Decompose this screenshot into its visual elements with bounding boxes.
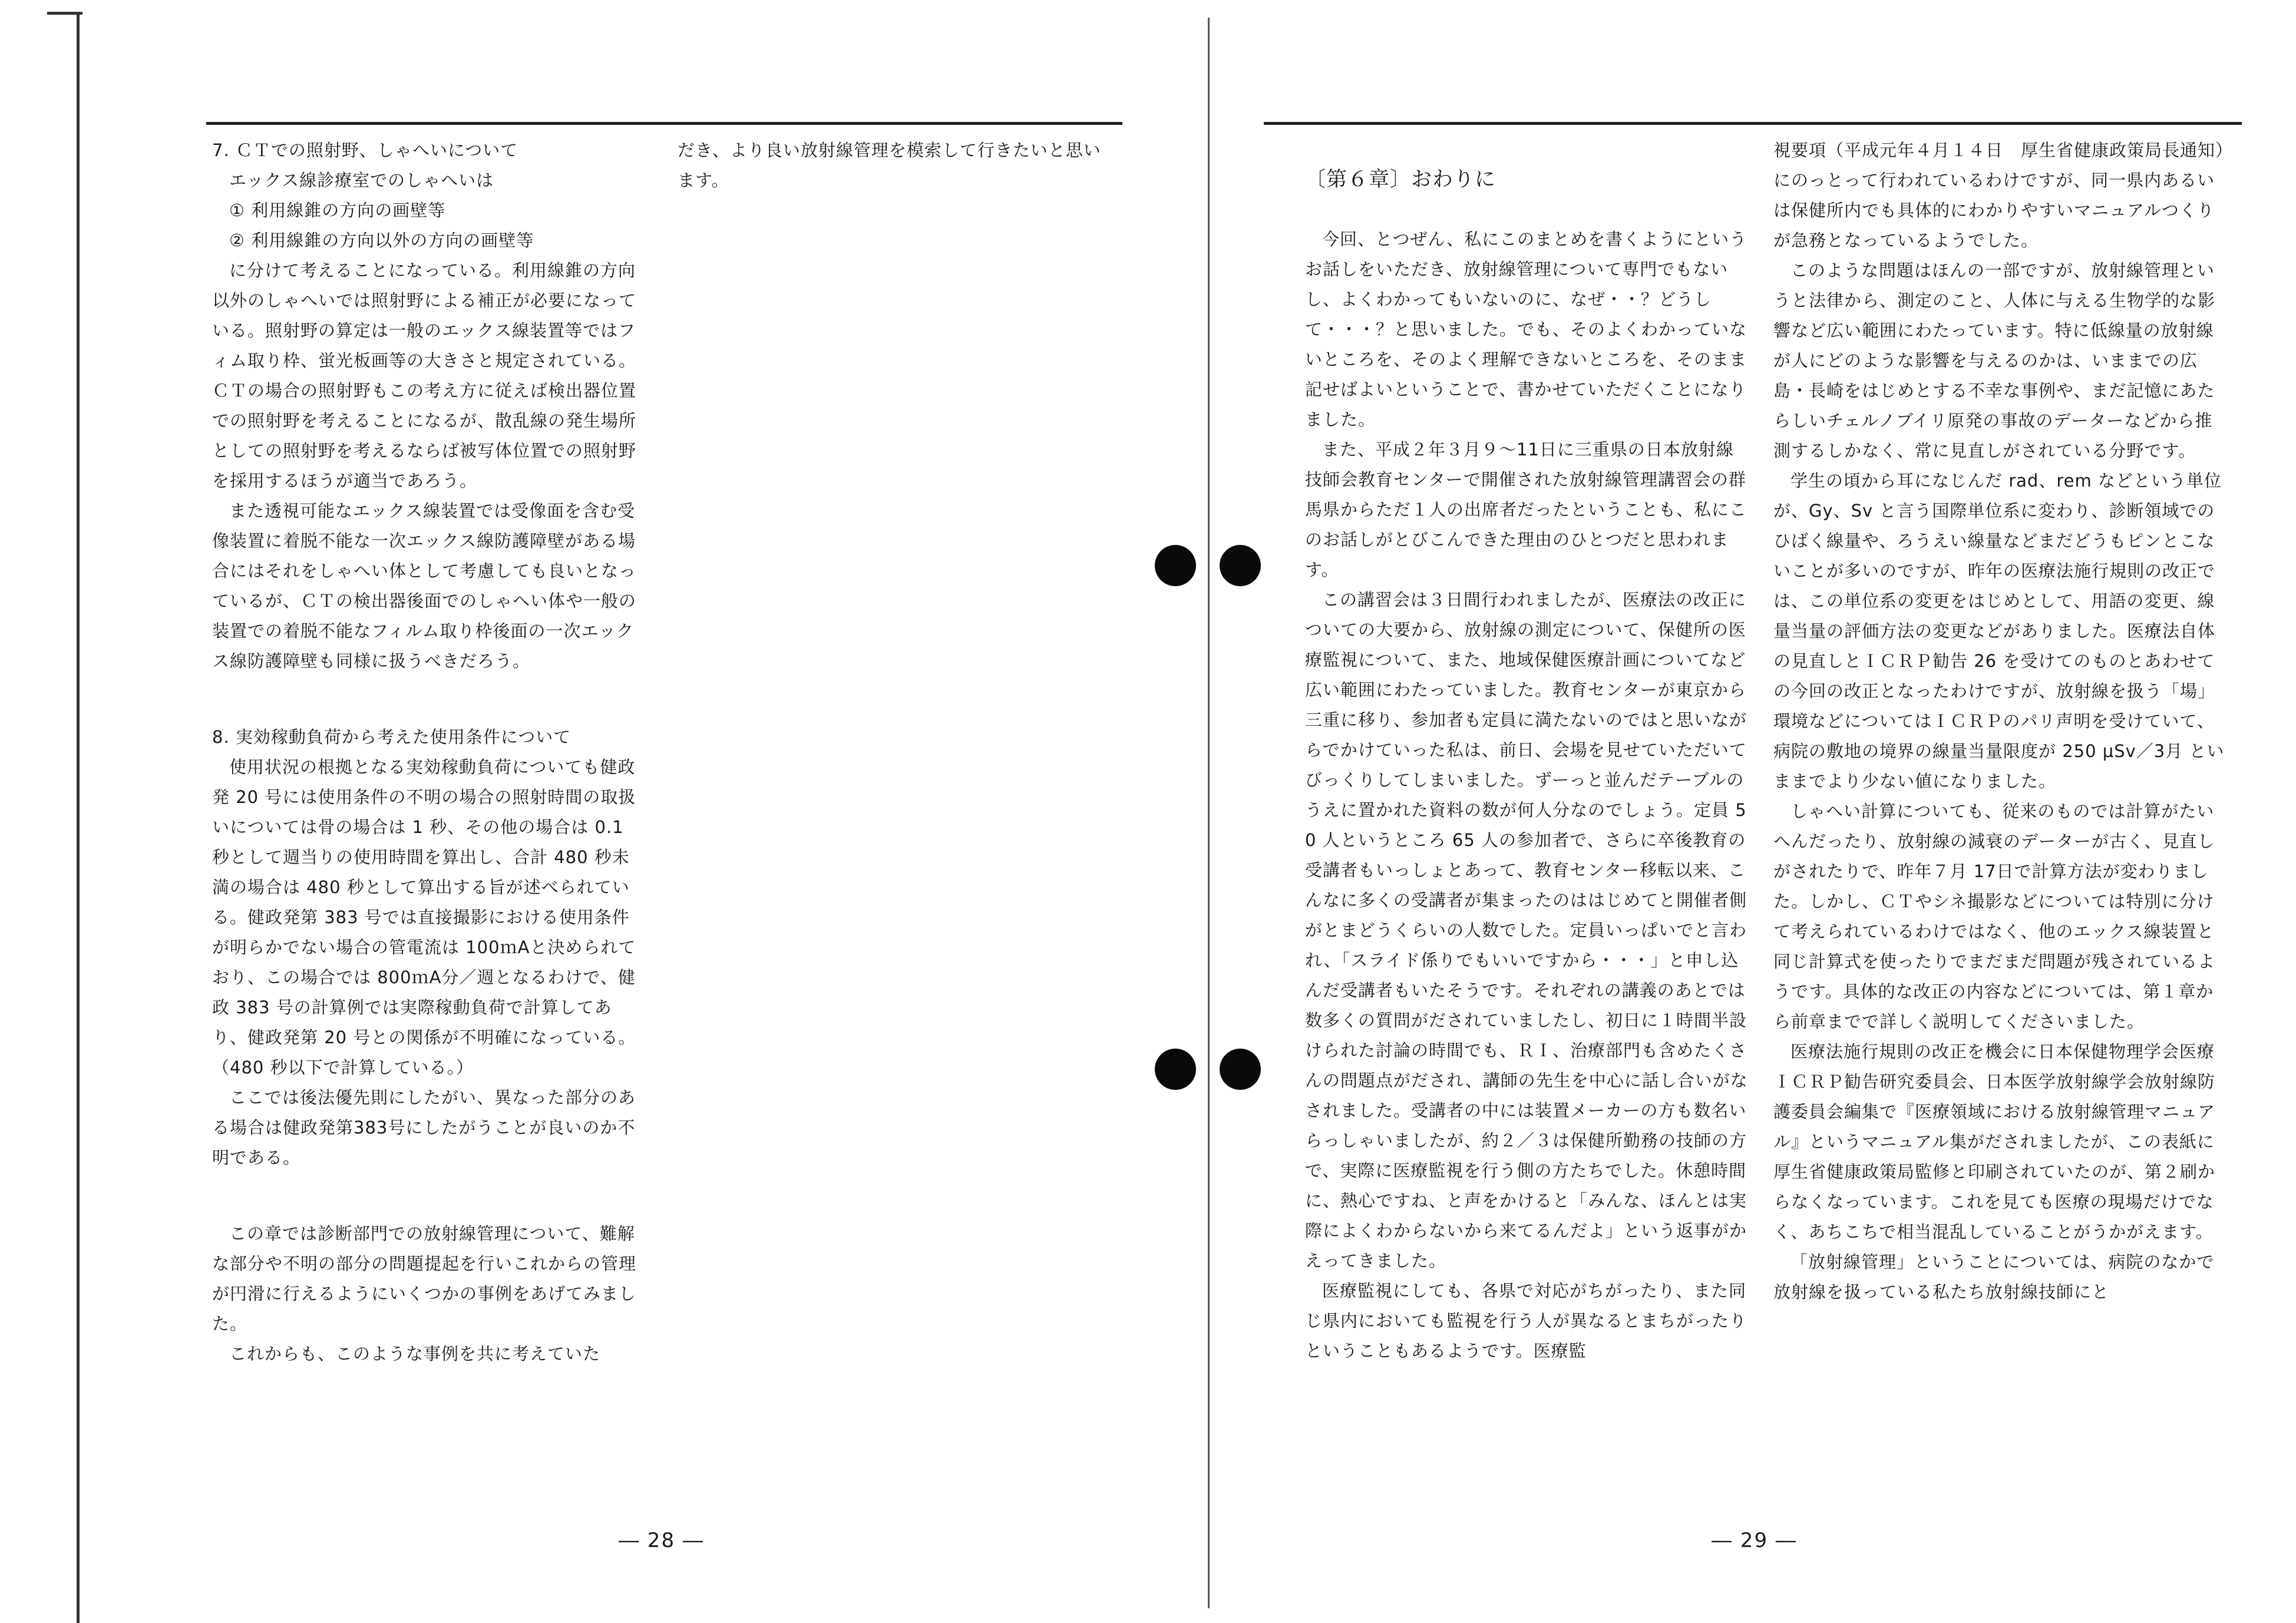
paragraph: 今回、とつぜん、私にこのまとめを書くようにというお話しをいただき、放射線管理について専門でもないし、よくわかってもいないのに、なぜ・・？どうして・・・？と思いました。でも、そのよくわかっていないところを、そのよく理解できないところを、そのまま記せばよいということで、書かせていただくことになりました。 <box>1305 229 1747 429</box>
right-page-column-2 <box>1773 135 2230 1307</box>
left-page-column-2 <box>678 135 1114 196</box>
section-7-intro: エックス線診療室でのしゃへいは <box>229 170 494 190</box>
paragraph: また透視可能なエックス線装置では受像面を含む受像装置に着脱不能な一次エックス線防護障壁がある場合にはそれをしゃへい体として考慮しても良いとなっているが、ＣＴの検出器後面でのしゃへい体や一般の装置での着脱不能なフィルム取り枠後面の一次エックス線防護障壁も同様に扱うべきだろう。 <box>212 501 637 671</box>
paragraph: しゃへい計算についても、従来のものでは計算がたいへんだったり、放射線の減衰のデーターが古く、見直しがされたりで、昨年７月 17日で計算方法が変わりました。しかし、ＣＴやシネ撮影などについては特別に分けて考えられているわけではなく、他のエックス線装置と同じ計算式を使ったりでまだまだ問題が残されているようです。具体的な改正の内容などについては、第１章から前章までで詳しく説明してくださいました。 <box>1773 801 2216 1032</box>
paragraph: に分けて考えることになっている。利用線錐の方向以外のしゃへいでは照射野による補正が必要になっている。照射野の算定は一般のエックス線装置等ではフィム取り枠、蛍光板画等の大きさと規定されている。ＣＴの場合の照射野もこの考え方に従えば検出器位置での照射野を考えることになるが、散乱線の発生場所としての照射野を考えるならば被写体位置での照射野を採用するほうが適当であろう。 <box>212 260 637 491</box>
paragraph: 視要項（平成元年４月１４日 厚生省健康政策局長通知）にのっとって行われているわけですが、同一県内あるいは保健所内でも具体的にわかりやすいマニュアルつくりが急務となっているようでした。 <box>1773 140 2225 250</box>
page-number: ― 29 ― <box>1712 1529 1797 1552</box>
chapter-heading: 〔第６章〕おわりに <box>1305 168 1496 191</box>
section-7-item-1: ① 利用線錐の方向の画壁等 <box>229 200 446 220</box>
paragraph: また、平成２年３月９～11日に三重県の日本放射線技師会教育センターで開催された放射線管理講習会の群馬県からただ１人の出席者だったということも、私にこのお話しがとびこんできた理由のひとつだと思われます。 <box>1305 439 1747 580</box>
paragraph: この章では診断部門での放射線管理について、難解な部分や不明の部分の問題提起を行いこれからの管理が円滑に行えるようにいくつかの事例をあげてみました。 <box>212 1224 637 1334</box>
section-7-title: 7. ＣＴでの照射野、しゃへいについて <box>212 140 518 160</box>
paragraph: 学生の頃から耳になじんだ rad、rem などという単位が、Gy、Sv と言う国際単位系に変わり、診断領域でのひばく線量や、ろうえい線量などまだどうもピンとこないことが多いのですが、昨年の医療法施行規則の改正では、この単位系の変更をはじめとして、用語の変更、線量当量の評価方法の変更などがありました。医療法自体の見直しとＩＣＲＰ勧告 26 を受けてのものとあわせての今回の改正となったわけですが、放射線を扱う「場」環境などについてはＩＣＲＰのパリ声明を受けていて、病院の敷地の境界の線量当量限度が 250 μSv／3月 といままでより少ない値になりました。 <box>1773 471 2225 791</box>
right-page <box>1217 0 2296 1623</box>
paragraph: 使用状況の根拠となる実効稼動負荷についても健政発 20 号には使用条件の不明の場合の照射時間の取扱いについては骨の場合は 1 秒、その他の場合は 0.1 秒として週当りの使用時間を算出し、合計 480 秒未満の場合は 480 秒として算出する旨が述べられている。健政発第 383 号では直接撮影における使用条件が明らかでない場合の管電流は 100ｍAと決められており、この場合では 800ｍA分／週となるわけで、健政 383 号の計算例では実際稼動負荷で計算してあり、健政発第 20 号との関係が不明確になっている。（480 秒以下で計算している。） <box>212 757 636 1077</box>
top-rule <box>206 122 1122 125</box>
page-number: ― 28 ― <box>619 1529 704 1552</box>
paragraph: この講習会は３日間行われましたが、医療法の改正についての大要から、放射線の測定について、保健所の医療監視について、また、地域保健医療計画についてなど広い範囲にわたっていました。教育センターが東京から三重に移り、参加者も定員に満たないのではと思いながらでかけていった私は、前日、会場を見せていただいてびっくりしてしまいました。ずーっと並んだテーブルのうえに置かれた資料の数が何人分なのでしょう。定員 50 人というところ 65 人の参加者で、さらに卒後教育の受講者もいっしょとあって、教育センター移転以来、こんなに多くの受講者が集まったのははじめてと開催者側がとまどうくらいの人数でした。定員いっぱいでと言われ、「スライド係りでもいいですから・・・」と申し込んだ受講者もいたそうです。それぞれの講義のあとでは数多くの質問がだされていましたし、初日に１時間半設けられた討論の時間でも、ＲＩ、治療部門も含めたくさんの問題点がだされ、講師の先生を中心に話し合いがなされました。受講者の中には装置メーカーの方も数名いらっしゃいましたが、約２／３は保健所勤務の技師の方で、実際に医療監視を行う側の方たちでした。休憩時間に、熱心ですね、と声をかけると「みんな、ほんとは実際によくわからないから来てるんだよ」という返事がかえってきました。 <box>1305 590 1748 1271</box>
top-rule <box>1264 122 2242 125</box>
paragraph: 「放射線管理」ということについては、病院のなかで放射線を扱っている私たち放射線技師にと <box>1773 1252 2215 1302</box>
section-8-title: 8. 実効稼動負荷から考えた使用条件について <box>212 727 571 747</box>
paragraph: このような問題はほんの一部ですが、放射線管理というと法律から、測定のこと、人体に与える生物学的な影響など広い範囲にわたっています。特に低線量の放射線が人にどのような影響を与えるのかは、いままでの広島・長崎をはじめとする不幸な事例や、まだ記憶にあたらしいチェルノブイリ原発の事故のデーターなどから推測するしかなく、常に見直しがされている分野です。 <box>1773 260 2216 461</box>
paragraph: 医療監視にしても、各県で対応がちがったり、また同じ県内においても監視を行う人が異なるとまちがったりということもあるようです。医療監 <box>1305 1281 1747 1361</box>
section-7-item-2: ② 利用線錐の方向以外の方向の画壁等 <box>229 230 534 250</box>
right-page-column-1 <box>1305 162 1750 1366</box>
paragraph: だき、より良い放射線管理を模索して行きたいと思います。 <box>678 140 1101 190</box>
paragraph: 医療法施行規則の改正を機会に日本保健物理学会医療ＩＣＲＰ勧告研究委員会、日本医学放射線学会放射線防護委員会編集で『医療領域における放射線管理マニュアル』というマニュアル集がだされましたが、この表紙に厚生省健康政策局監修と印刷されていたのが、第２刷からなくなっています。これを見ても医療の現場だけでなく、あちこちで相当混乱していることがうかがえます。 <box>1773 1042 2216 1242</box>
paragraph: ここでは後法優先則にしたがい、異なった部分のある場合は健政発第383号にしたがうことが良いのか不明である。 <box>212 1087 636 1168</box>
paragraph: これからも、このような事例を共に考えていた <box>229 1344 601 1364</box>
left-page-column-1 <box>212 135 645 1369</box>
